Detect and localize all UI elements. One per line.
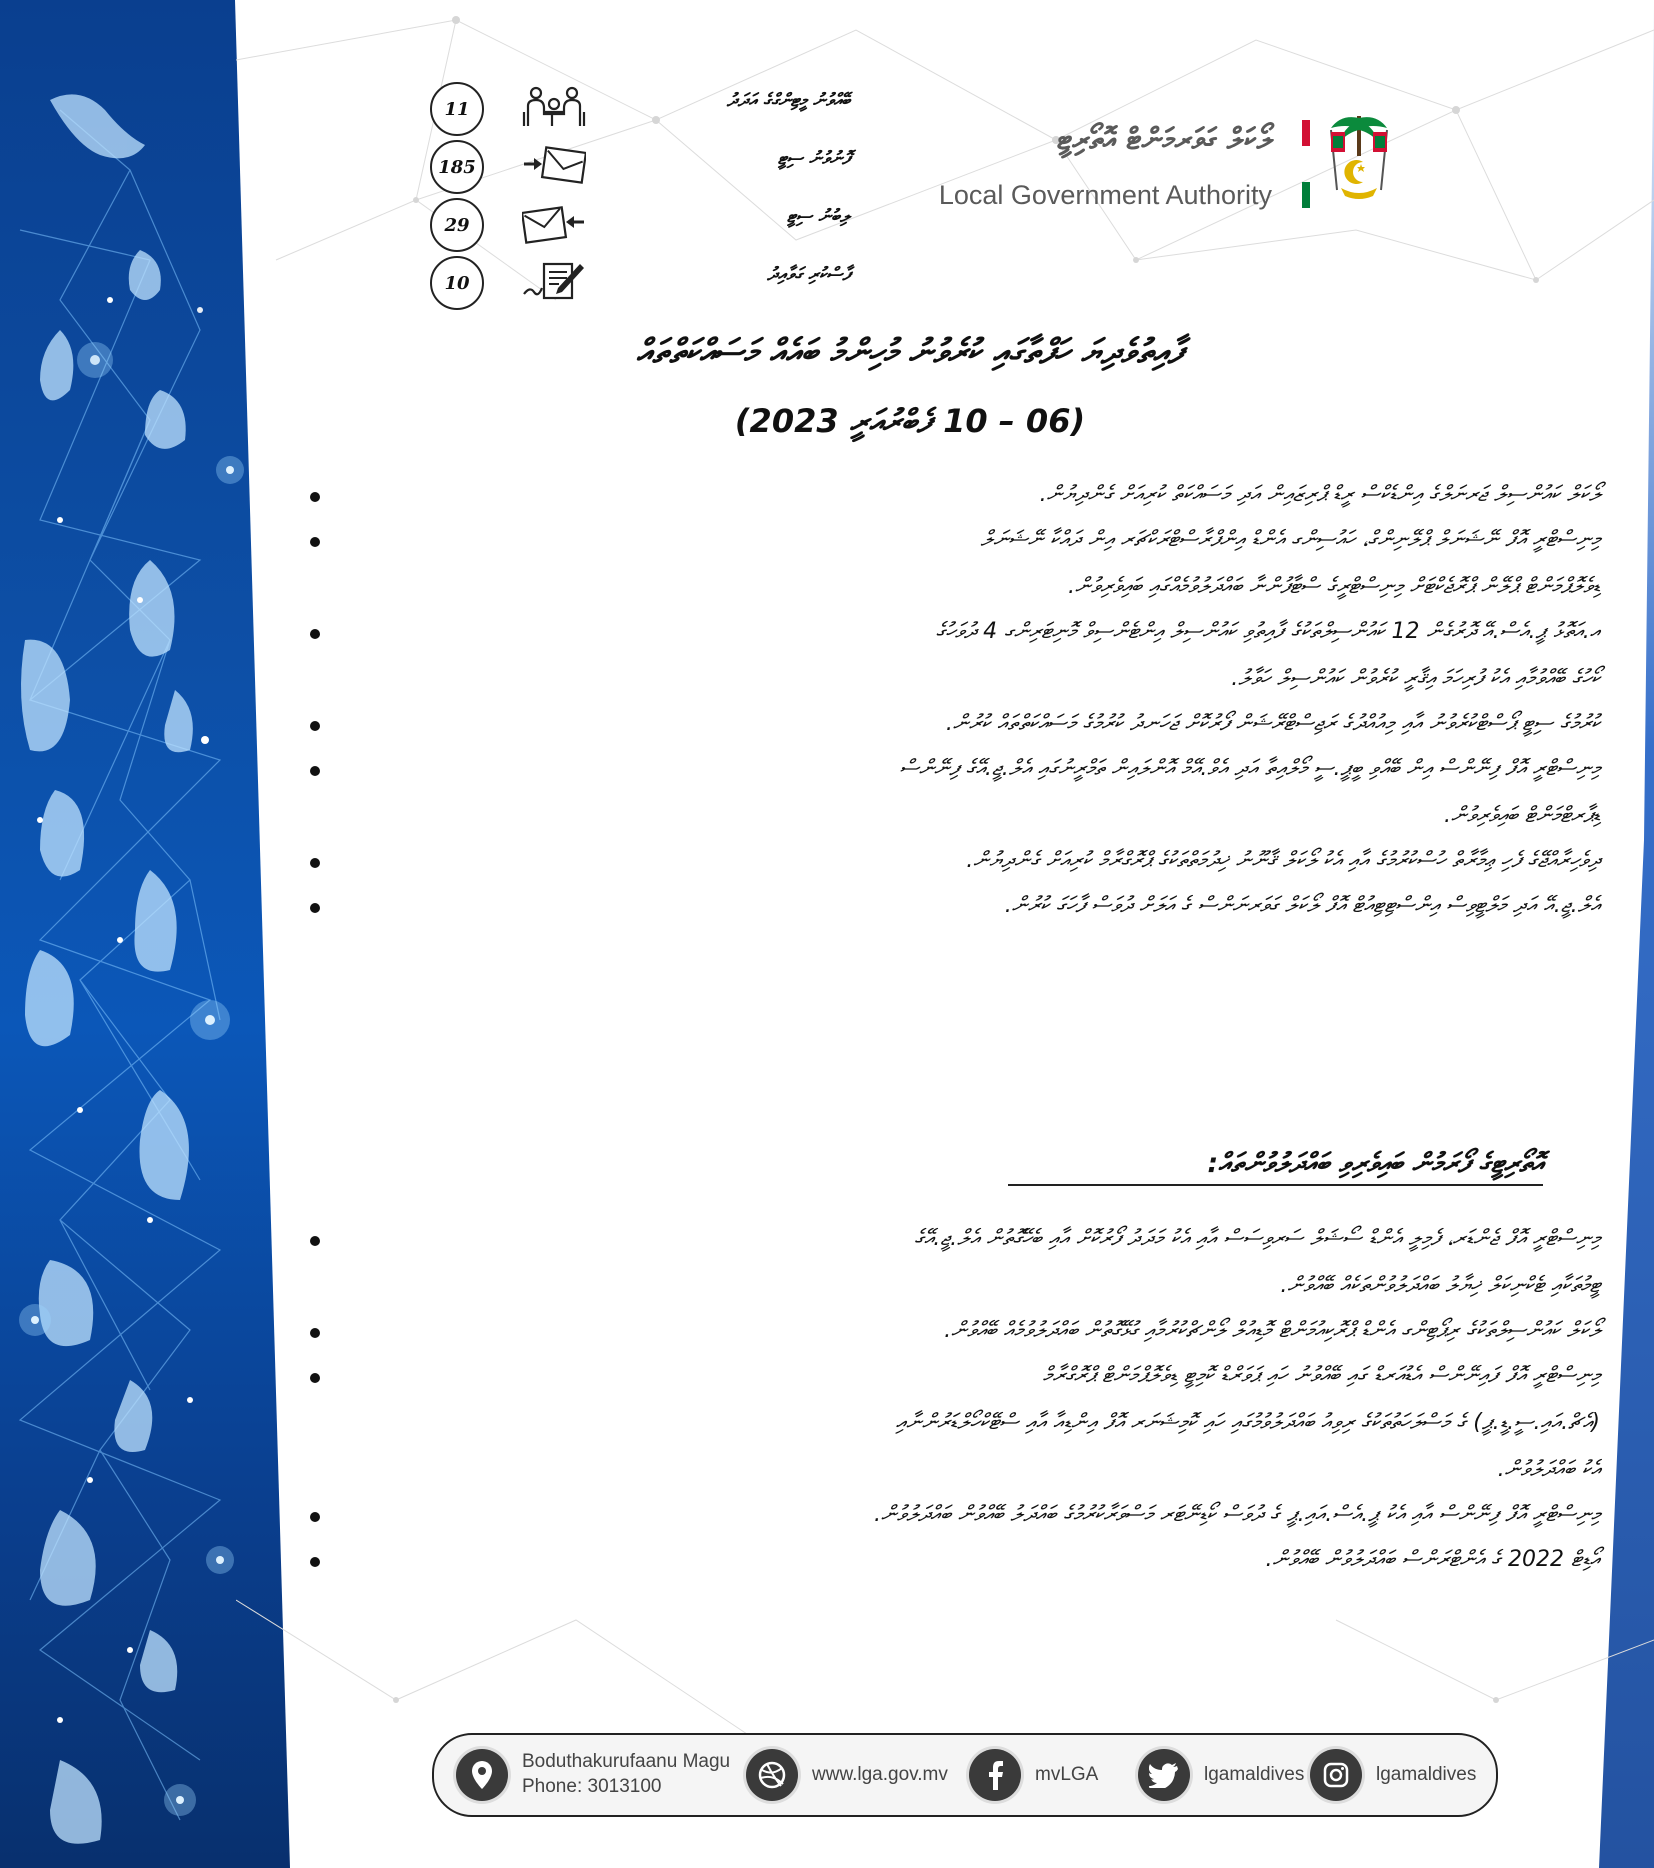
stat-value: 10 — [430, 256, 484, 310]
stat-value: 11 — [430, 82, 484, 136]
globe-icon — [746, 1749, 798, 1801]
list-item: އ.އަތޮޅު ޕީ.އެސް.އޭ ދޮރުގެން 12 ކައުންސިލްތަކުގެ ފާއިތުވި ކައުންސިލް އިންޓެންސިވް މޮނިޓަރިންގ 4 ދުވަހުގެ ކޯހުގެ ބޭއްވުމާއި އެކު ފުރިހަމަ އިޤާރީ ކުރެވުން ކައުންސިލް ހަވާލު. — [310, 615, 1600, 695]
lga-logo — [938, 110, 1440, 220]
instagram-link[interactable]: lgamaldives — [1310, 1749, 1476, 1801]
maldives-emblem-icon — [1323, 110, 1395, 210]
list-item: މިނިސްޓްރީ އޮފް ފިނޭންސް އިން ބޭއްވި ބީޕީ.ސީ މޯލްއިތާ އަދި އެވް.އޭމް އޮންލައިން ތަމްރީނުގައި އެލް.ޖީ.އޭގެ ފިނޭންސް ޑިޕާރޓްމަންޓް ބައިވެރިވުން. — [310, 752, 1600, 832]
date-range: (06 – 10 ފެބްރުއަރީ 2023) — [734, 402, 1086, 440]
address-item — [456, 1749, 730, 1801]
list-item: އޯޑިޓް 2022 ގެ އެންޓްރަންސް ބައްދަލުވުން ބޭއްވުން. — [310, 1543, 1600, 1576]
stat-meetings — [430, 78, 850, 136]
twitter-icon — [1138, 1749, 1190, 1801]
page-title: ފާއިތުވެދިޔަ ހަފްތާގައި ކުރެވުނު މުހިންމު ބައެއް މަސައްކަތްތައް — [636, 332, 1184, 372]
location-pin-icon — [456, 1749, 508, 1801]
facebook-icon — [969, 1749, 1021, 1801]
flag-bar-red — [1302, 120, 1310, 146]
stat-outgoing-mail — [430, 136, 850, 194]
logo-dhivehi-name: ލޯކަލް ގަވަރމަންޓް އޮތޯރިޓީ — [1057, 122, 1272, 157]
stat-label: ބޭއްވުނު މީޓިންގްގެ އަދަދު — [726, 90, 850, 111]
list-item: ލޯކަލް ކައުންސިލްތަކުގެ ރިޕޯޓިންގ އެންޑް ޕްރޮކިއުމަންޓް މޮޑިއުލް ލޯންޗްކުރުމާއި ގުޅޭގޮތުން ބައްދަލުވުމެއް ބޭއްވުން. — [310, 1314, 1600, 1347]
instagram-icon — [1310, 1749, 1362, 1801]
list-item: ކުރުމުގެ ސިޓީ ޕޯސްޓްކުރެވުނު އާއި މިއުއްދުގެ ރަޖިސްޓްރޭޝަން ފޯރުކޮށް ޖަހަނދު ކުރުމުގެ މަސައްކަތްތައް ކުރުން. — [310, 707, 1600, 740]
facebook-link[interactable]: mvLGA — [969, 1749, 1098, 1801]
logo-english-name: Local Government Authority — [938, 180, 1272, 210]
meetings-list — [310, 1222, 1600, 1576]
list-item: މިނިސްޓްރީ އޮފް ފައިނޭންސް އެޑުއަރޑް ގައި ބޭއްވުނު ހައި ޕަވަރްޑް ކޮމިޓީ ޑިވެލޮޕްމަންޓް ޕްރޮގްރާމް (އެޗް.އައި.ސީ.ޑީ.ޕީ) ގެ މަސްލަހަތުތަކުގެ ރިވިއު ބައްދަލުވުމުގައި ހައި ކޮމިޝަނަރ އޮފް އިންޑިއާ އާއި ސްޓޭކްހޯލްޑަރުންނާއި އެކު ބައްދަލުވުން. — [310, 1359, 1600, 1486]
activities-list — [310, 478, 1600, 922]
stat-label: ލިބުނު ސިޓީ — [786, 206, 850, 227]
incoming-mail-icon — [522, 202, 586, 244]
list-item: ލޯކަލް ކައުންސިލް ޖަރނަލްގެ އިންޑެކްސް ރީޑް ޕްރިޒައިން އަދި މަސައްކަތް ކުރިއަށް ގެންދިޔުން. — [310, 478, 1600, 511]
stat-regulations — [430, 252, 850, 310]
list-item: ދިވެހިރާއްޖޭގެ ފެހި ޢިމާރާތް ހުސްކުރުމުގެ އާއި އެކު ލޯކަލް ޤާނޫނު ޚިދުމަތްތަކުގެ ޕްރޮގްރާމް ކުރިއަށް ގެންދިޔުން. — [310, 844, 1600, 877]
contact-footer — [432, 1733, 1498, 1817]
section-heading: އޮތޯރިޓީގެ ފޯރަމުން ބައިވެރިވި ބައްދަލުވުންތައް: — [1008, 1148, 1543, 1186]
stats-panel — [430, 78, 850, 310]
meeting-icon — [522, 86, 586, 128]
stat-incoming-mail — [430, 194, 850, 252]
list-item: މިނިސްޓްރީ އޮފް ފިނޭންސް އާއި އެކު ޕީ.އެސް.އައި.ޕީ ގެ ދުވަސް ކޯޑިނޭޓަރ މަސްވަރާކުރުމުގެ ބައްދަލު ބޭއްވުން ބައްދަލުވުން. — [310, 1498, 1600, 1531]
address-text: Boduthakurufaanu Magu Phone: 3013100 — [522, 1751, 731, 1797]
list-item: އެލް.ޖީ.އޭ އަދި މަލްޓީވިސް އިންސްޓިޓިއުޓް އޮފް ލޯކަލް ގަވަރނަންސް ގެ އަލަށް ދުވަސް ފާހަގަ ކުރުން. — [310, 889, 1600, 922]
list-item: މިނިސްޓްރީ އޮފް ޖެންޑަރ، ފެމިލީ އެންޑް ސޯޝަލް ސަރވިސަސް އާއި އެކު މަދަދު ފޯރުކޮށް އާއި ބެހޭގޮތުން އެލް.ޖީ.އޭގެ ޓީމުތަކާއި ޓެކްނިކަލް ޚިޔާލު ބައްދަލުވުންތަކެއް ބޭއްވުން. — [310, 1222, 1600, 1302]
signature-icon — [522, 260, 586, 302]
twitter-link[interactable]: lgamaldives — [1138, 1749, 1304, 1801]
outgoing-mail-icon — [522, 144, 586, 186]
stat-value: 185 — [430, 140, 484, 194]
stat-label: ފާސްކުރި ގަވާއިދު — [767, 264, 850, 285]
flag-bar-green — [1302, 182, 1310, 208]
stat-label: ފޮނުވުނު ސިޓީ — [777, 148, 850, 169]
stat-value: 29 — [430, 198, 484, 252]
website-link[interactable]: www.lga.gov.mv — [746, 1749, 948, 1801]
list-item: މިނިސްޓްރީ އޮފް ނޭޝަނަލް ޕްލޭނިންގް، ހައުސިންގ އެންޑް އިންފްރާސްޓްރަކްޗަރ އިން ދައްކާ ނޭޝަނަލް ޑިވެލޮޕްމަންޓް ޕްލޭން ޕްރޮޖެކްޓަށް މިނިސްޓްރީގެ ސްޓާފުންނާ ބައްދަލުވުމެއްގައި ބައިވެރިވުން. — [310, 523, 1600, 603]
